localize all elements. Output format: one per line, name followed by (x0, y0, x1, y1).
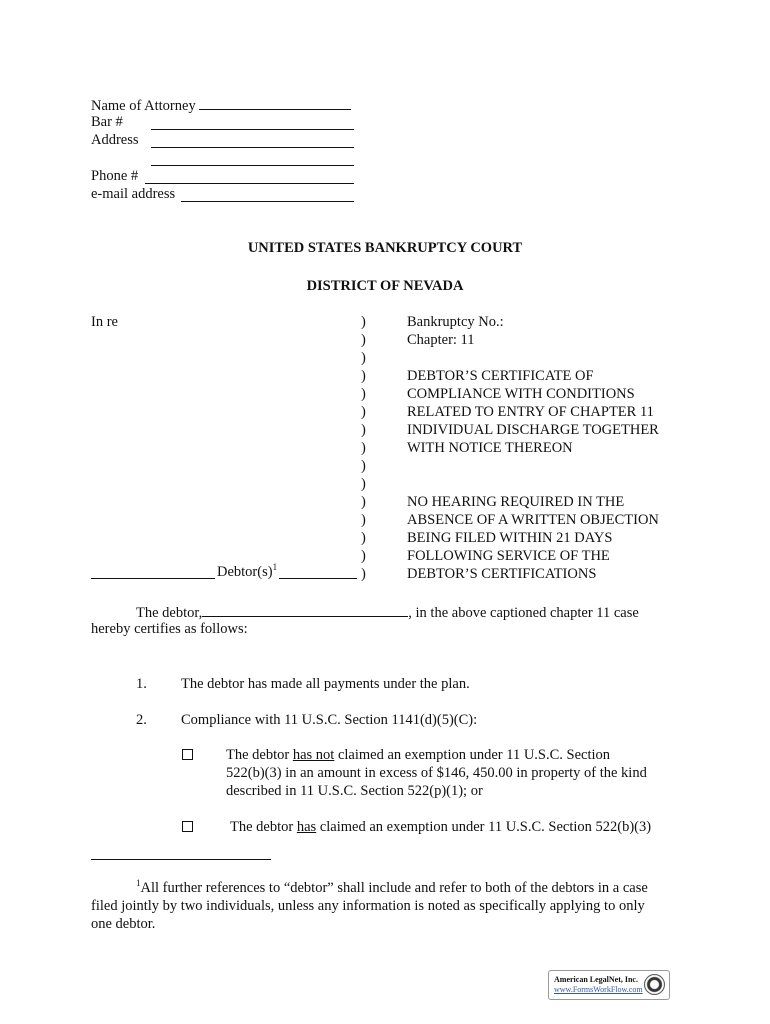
paren: ) (361, 476, 366, 492)
option-2-emphasis: has (296, 819, 317, 835)
no-hearing-line: NO HEARING REQUIRED IN THE (407, 494, 625, 510)
court-district: DISTRICT OF NEVADA (306, 278, 464, 294)
paren: ) (361, 494, 366, 510)
paren: ) (361, 368, 366, 384)
paren: ) (361, 404, 366, 420)
bar-number-line (91, 113, 123, 131)
footnote-separator (91, 859, 271, 860)
address-blank-2[interactable] (151, 151, 354, 166)
debtor-name-field[interactable] (202, 602, 408, 617)
option-2-text-b: claimed an exemption under 11 U.S.C. Section 522(b)(3) (316, 819, 652, 835)
paren: ) (361, 512, 366, 528)
address-blank-1[interactable] (151, 133, 354, 148)
email-line (91, 185, 175, 203)
option-1-line-3: described in 11 U.S.C. Section 522(p)(1); or (226, 783, 483, 799)
phone-line (91, 167, 138, 185)
in-re-label: In re (91, 314, 118, 330)
logo-text (554, 975, 643, 995)
intro-line-2: hereby certifies as follows: (91, 621, 248, 637)
intro-end: , in the above captioned chapter 11 case (408, 605, 639, 621)
debtor-label-text: Debtor(s) (217, 564, 273, 580)
paren: ) (361, 386, 366, 402)
address-label: Address (91, 132, 139, 148)
option-2-line-1 (230, 818, 651, 836)
attorney-name-blank[interactable] (199, 95, 351, 110)
paren: ) (361, 440, 366, 456)
no-hearing-line: FOLLOWING SERVICE OF THE (407, 548, 610, 564)
option-1-emphasis: has not (292, 747, 335, 763)
address-line (91, 131, 139, 149)
publisher-logo[interactable] (548, 970, 670, 1000)
footnote-text-1: All further references to “debtor” shall include and refer to both of the debtors in a case (140, 880, 648, 896)
has-not-checkbox[interactable] (182, 749, 193, 760)
paren: ) (361, 548, 366, 564)
seal-icon (644, 974, 665, 995)
option-1-line-2: 522(b)(3) in an amount in excess of $146, 450.00 in property of the kind (226, 765, 647, 781)
paren: ) (361, 458, 366, 474)
logo-url[interactable]: www.FormsWorkFlow.com (554, 985, 643, 994)
item-1-text: The debtor has made all payments under the plan. (181, 676, 470, 692)
phone-blank[interactable] (145, 169, 354, 184)
item-2-text: Compliance with 11 U.S.C. Section 1141(d)(5)(C): (181, 712, 478, 728)
footnote-ref: 1 (272, 562, 278, 573)
bar-number-blank[interactable] (151, 115, 354, 130)
attorney-name-label: Name of Attorney (91, 98, 196, 114)
option-1-line-1 (226, 746, 610, 764)
no-hearing-line: BEING FILED WITHIN 21 DAYS (407, 530, 613, 546)
email-blank[interactable] (181, 187, 354, 202)
phone-label: Phone # (91, 168, 139, 184)
doc-title-line: RELATED TO ENTRY OF CHAPTER 11 (407, 404, 654, 420)
no-hearing-line: DEBTOR’S CERTIFICATIONS (407, 566, 597, 582)
debtor-label (215, 563, 279, 581)
footnote-line-2: filed jointly by two individuals, unless any information is noted as specifically applying to only (91, 898, 645, 914)
intro-line-1 (136, 602, 639, 622)
chapter-label: Chapter: 11 (407, 332, 475, 348)
paren: ) (361, 314, 366, 330)
paren: ) (361, 566, 366, 582)
footnote-mark: 1 (136, 878, 141, 889)
bar-number-label: Bar # (91, 114, 123, 130)
bankruptcy-no-label: Bankruptcy No.: (407, 314, 504, 330)
item-2-number: 2. (136, 712, 147, 728)
paren: ) (361, 350, 366, 366)
footnote-line-3: one debtor. (91, 916, 156, 932)
doc-title-line: COMPLIANCE WITH CONDITIONS (407, 386, 635, 402)
doc-title-line: DEBTOR’S CERTIFICATE OF (407, 368, 594, 384)
paren: ) (361, 422, 366, 438)
doc-title-line: INDIVIDUAL DISCHARGE TOGETHER (407, 422, 659, 438)
paren: ) (361, 530, 366, 546)
doc-title-line: WITH NOTICE THEREON (407, 440, 573, 456)
has-checkbox[interactable] (182, 821, 193, 832)
item-1-number: 1. (136, 676, 147, 692)
option-1-text-b: claimed an exemption under 11 U.S.C. Section (334, 747, 611, 763)
footnote-line-1 (136, 879, 648, 897)
intro-start: The debtor, (136, 605, 203, 621)
no-hearing-line: ABSENCE OF A WRITTEN OBJECTION (407, 512, 659, 528)
attorney-name-line (91, 95, 351, 115)
option-2-text-a: The debtor (230, 819, 297, 835)
option-1-text-a: The debtor (226, 747, 293, 763)
email-label: e-mail address (91, 186, 176, 202)
court-title: UNITED STATES BANKRUPTCY COURT (247, 240, 523, 256)
paren: ) (361, 332, 366, 348)
logo-company: American LegalNet, Inc. (554, 975, 638, 984)
